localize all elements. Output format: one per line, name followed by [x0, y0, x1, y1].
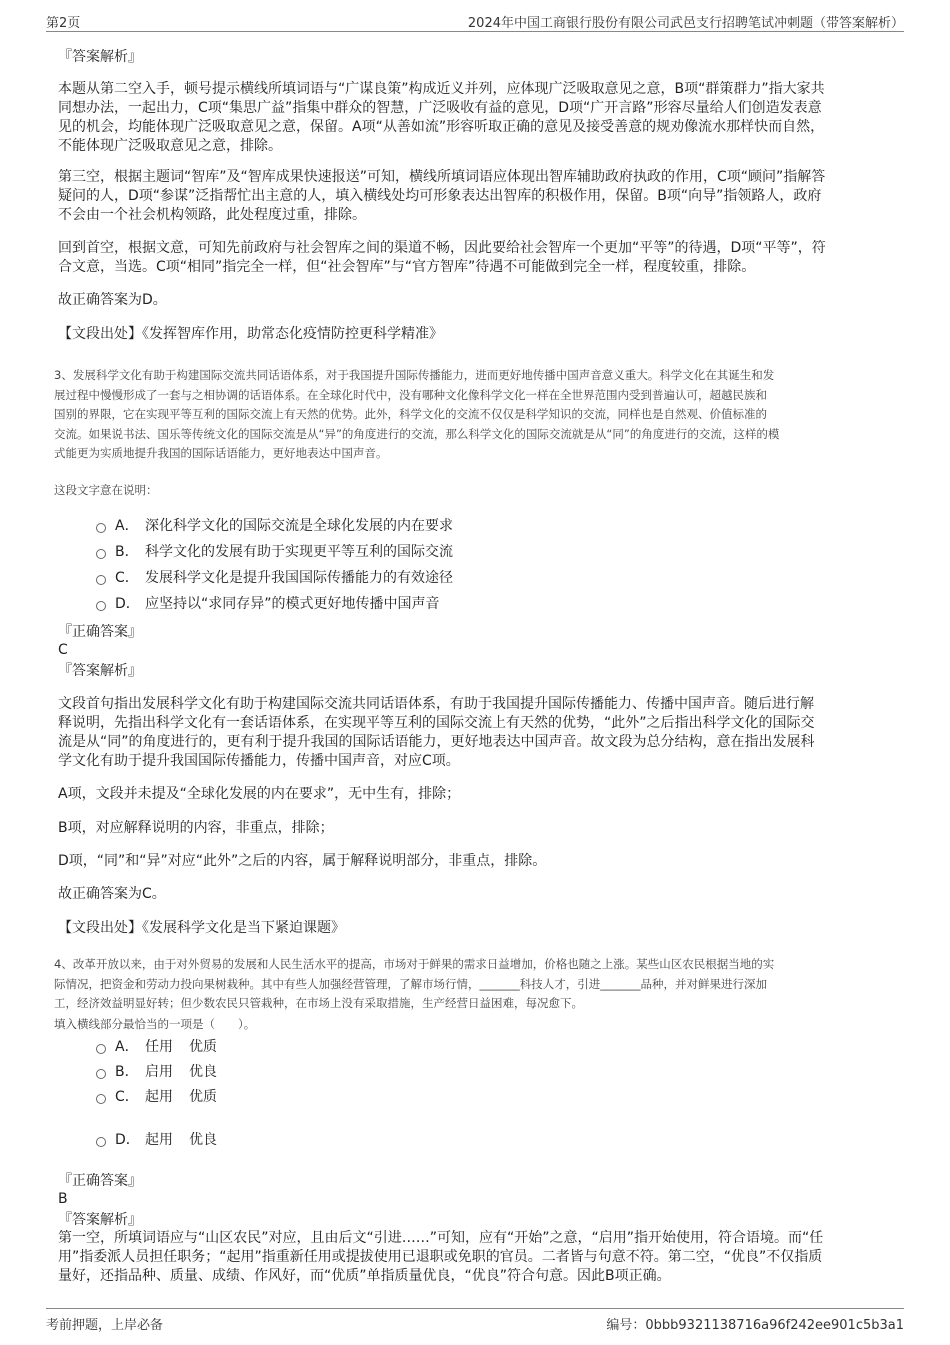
option-letter: A． — [115, 1039, 139, 1055]
q3-analysis-label: 『答案解析』 — [58, 663, 142, 679]
q3-prompt: 这段文字意在说明： — [54, 483, 158, 497]
option-text: 深化科学文化的国际交流是全球化发展的内在要求 — [145, 518, 453, 534]
radio-button-icon[interactable] — [96, 1094, 106, 1104]
q3-analysis-para-4: D项，“同”和“异”对应“此外”之后的内容，属于解释说明部分，非重点，排除。 — [58, 853, 547, 869]
q3-analysis-para-2: A项，文段并未提及“全球化发展的内在要求”，无中生有，排除； — [58, 786, 461, 802]
q3-option-c[interactable] — [96, 569, 453, 587]
page-number: 第2页 — [46, 16, 81, 31]
document-title: 2024年中国工商银行股份有限公司武邑支行招聘笔试冲刺题（带答案解析） — [467, 16, 904, 31]
radio-button-icon[interactable] — [96, 601, 106, 611]
option-letter: D． — [115, 1132, 140, 1148]
option-word-1: 起用 — [145, 1089, 173, 1105]
option-letter: B． — [115, 544, 139, 560]
q4-analysis-label: 『答案解析』 — [58, 1212, 142, 1228]
q3-stem: 3、发展科学文化有助于构建国际交流共同话语体系，对于我国提升国际传播能力，进而更好地传播中国声音意义重大。科学文化在其诞生和发 展过程中慢慢形成了一套与之相协调的话语体系。在全球化时代中，没有哪种文化像科学文化一样在全世界范围内受到普遍认可，超越民族和 国别的界限，它在实现平等互利的国际交流上有天然的优势。此外，科学文化的交流不仅仅是科学知识的交流，同样也是自然观、价值标准的 交流。如果说书法、国乐等传统文化的国际交流是从“异”的角度进行的交流，那么科学文化的国际交流就是从“同”的角度进行的交流，这样的模 式能更为实质地提升我国的国际话语能力，更好地表达中国声音。 — [54, 368, 780, 460]
option-letter: B． — [115, 1064, 139, 1080]
option-letter: D． — [115, 596, 140, 612]
q2-analysis-para-1: 本题从第二空入手，顿号提示横线所填词语与“广谋良策”构成近义并列，应体现广泛吸取意见之意，B项“群策群力”指大家共 同想办法，一起出力，C项“集思广益”指集中群众的智慧，广泛吸收有益的意见，D项“广开言路”形容尽量给人们创造发表意 见的机会，均能体现广泛吸取意见之意，保留。A项“从善如流”形容听取正确的意见及接受善意的规劝像流水那样快而自然， 不能体现广泛吸取意见之意，排除。 — [58, 81, 825, 154]
q4-analysis-para-1: 第一空，所填词语应与“山区农民”对应，且由后文“引进……”可知，应有“开始”之意，“启用”指开始使用，符合语境。而“任 用”指委派人员担任职务；“起用”指重新任用或提拔使用已退职或免职的官员。二者皆与句意不符。第二空，“优良”不仅指质 量好，还指品种、质量、成绩、作风好，而“优质”单指质量优良，“优良”符合句意。因此B项正确。 — [58, 1230, 824, 1284]
q4-option-b[interactable] — [96, 1063, 217, 1081]
q4-answer: B — [58, 1191, 68, 1207]
q2-source: 【文段出处】《发挥智库作用，助常态化疫情防控更科学精准》 — [58, 326, 443, 342]
document-code: 编号：0bbb9321138716a96f242ee901c5b3a1 — [606, 1318, 904, 1333]
q4-stem: 4、改革开放以来，由于对外贸易的发展和人民生活水平的提高，市场对于鲜果的需求日益增加，价格也随之上涨。某些山区农民根据当地的实 际情况，把资金和劳动力投向果树栽种。其中有些人加强经营管理，了解市场行情，_______科技人才，引进_______品种，并对鲜果进行深加 工，经济效益明显好转；但少数农民只管栽种，在市场上没有采取措施，生产经营日益困难，每况愈下。 — [54, 957, 775, 1010]
radio-button-icon[interactable] — [96, 1044, 106, 1054]
radio-button-icon[interactable] — [96, 1069, 106, 1079]
radio-button-icon[interactable] — [96, 575, 106, 585]
option-word-2: 优质 — [189, 1089, 217, 1105]
option-letter: C． — [115, 570, 139, 586]
q3-answer-label: 『正确答案』 — [58, 624, 142, 640]
q4-option-d[interactable] — [96, 1131, 217, 1149]
q4-prompt: 填入横线部分最恰当的一项是（ ）。 — [54, 1017, 256, 1031]
q3-option-a[interactable] — [96, 517, 453, 535]
radio-button-icon[interactable] — [96, 549, 106, 559]
q2-conclusion: 故正确答案为D。 — [58, 292, 167, 308]
q3-analysis-para-3: B项，对应解释说明的内容，非重点，排除； — [58, 820, 334, 836]
option-word-2: 优质 — [189, 1039, 217, 1055]
footer-slogan: 考前押题，上岸必备 — [46, 1318, 164, 1333]
option-word-2: 优良 — [189, 1064, 217, 1080]
option-text: 发展科学文化是提升我国国际传播能力的有效途径 — [145, 570, 453, 586]
q4-option-c[interactable] — [96, 1088, 217, 1106]
header-rule — [46, 31, 904, 32]
q3-analysis-para-1: 文段首句指出发展科学文化有助于构建国际交流共同话语体系，有助于我国提升国际传播能力、传播中国声音。随后进行解 释说明，先指出科学文化有一套话语体系，在实现平等互利的国际交流上有天然的优势，“此外”之后指出科学文化的国际交 流是从“同”的角度进行的，更有利于提升我国的国际话语能力，更好地表达中国声音。故文段为总分结构，意在指出发展科 学文化有助于提升我国国际传播能力，传播中国声音，对应C项。 — [58, 696, 815, 769]
q3-source: 【文段出处】《发展科学文化是当下紧迫课题》 — [58, 920, 345, 936]
q3-answer: C — [58, 642, 68, 658]
q2-analysis-para-3: 回到首空，根据文意，可知先前政府与社会智库之间的渠道不畅，因此要给社会智库一个更加“平等”的待遇，D项“平等”，符 合文意，当选。C项“相同”指完全一样，但“社会智库”与“官方智库”待遇不可能做到完全一样，程度较重，排除。 — [58, 240, 826, 275]
option-word-1: 任用 — [145, 1039, 173, 1055]
q2-analysis-para-2: 第三空，根据主题词“智库”及“智库成果快速报送”可知，横线所填词语应体现出智库辅助政府执政的作用，C项“顾问”指解答 疑问的人，D项“参谋”泛指帮忙出主意的人，填入横线处均可形象表达出智库的积极作用，保留。B项“向导”指领路人，政府 不会由一个社会机构领路，此处程度过重，排除。 — [58, 169, 826, 223]
radio-button-icon[interactable] — [96, 523, 106, 533]
option-word-1: 起用 — [145, 1132, 173, 1148]
option-text: 科学文化的发展有助于实现更平等互利的国际交流 — [145, 544, 453, 560]
q2-analysis-label: 『答案解析』 — [58, 49, 142, 65]
option-letter: A． — [115, 518, 139, 534]
option-word-1: 启用 — [145, 1064, 173, 1080]
footer-rule — [46, 1308, 904, 1309]
option-word-2: 优良 — [189, 1132, 217, 1148]
option-text: 应坚持以“求同存异”的模式更好地传播中国声音 — [145, 596, 440, 612]
q3-option-b[interactable] — [96, 543, 453, 561]
radio-button-icon[interactable] — [96, 1137, 106, 1147]
q3-option-d[interactable] — [96, 595, 440, 613]
option-letter: C． — [115, 1089, 139, 1105]
q4-answer-label: 『正确答案』 — [58, 1173, 142, 1189]
q3-conclusion: 故正确答案为C。 — [58, 886, 166, 902]
q4-option-a[interactable] — [96, 1038, 217, 1056]
